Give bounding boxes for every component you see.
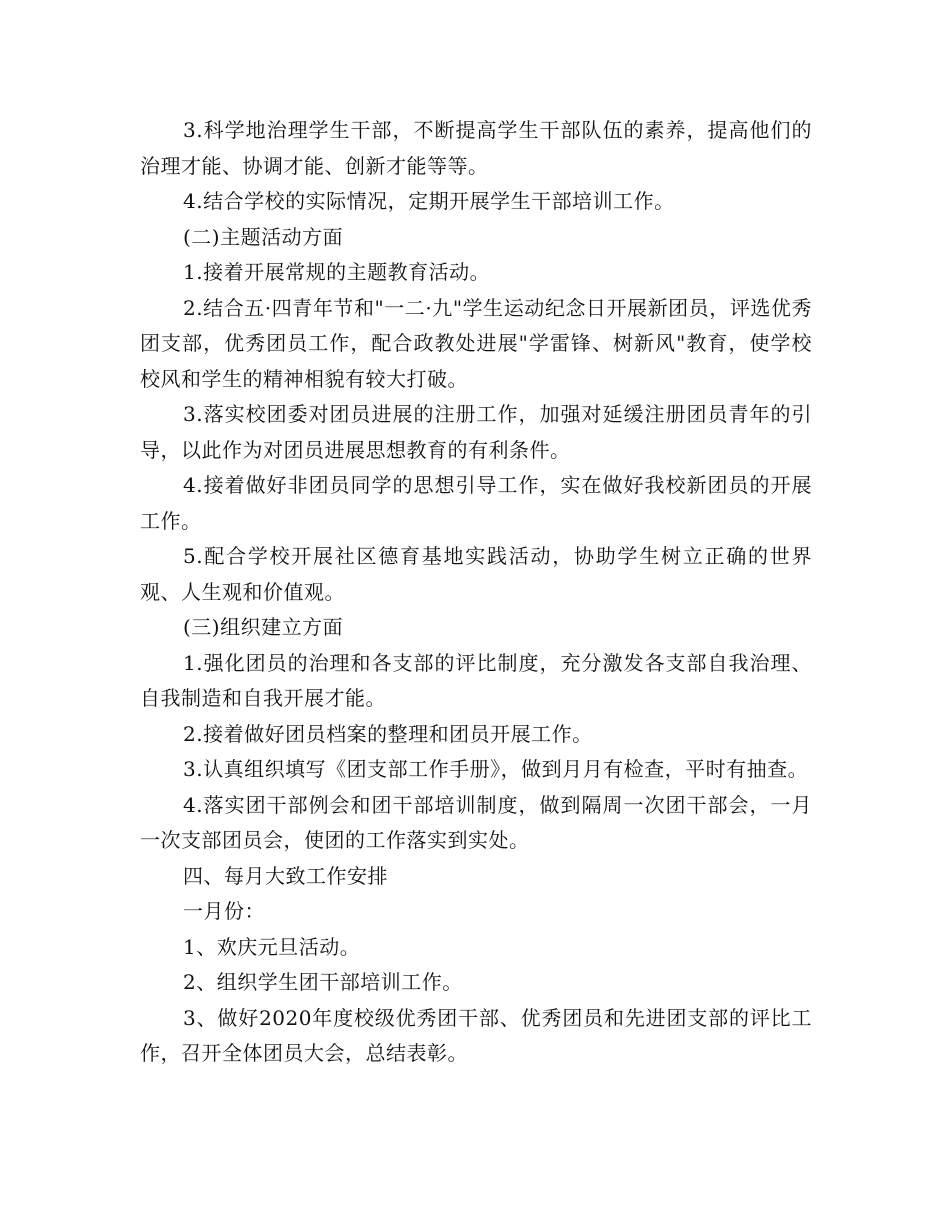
- paragraph: 3.科学地治理学生干部，不断提高学生干部队伍的素养，提高他们的治理才能、协调才能、创新才能等等。: [140, 118, 812, 178]
- list-item: 3、做好2020年度校级优秀团干部、优秀团员和先进团支部的评比工作，召开全体团员大会，总结表彰。: [140, 1005, 812, 1065]
- list-item: 1、欢庆元旦活动。: [183, 934, 361, 959]
- section-heading: (二)主题活动方面: [183, 224, 344, 249]
- paragraph: 1.强化团员的治理和各支部的评比制度，充分激发各支部自我治理、自我制造和自我开展才能。: [140, 650, 812, 710]
- paragraph: 4.接着做好非团员同学的思想引导工作，实在做好我校新团员的开展工作。: [140, 473, 812, 533]
- paragraph: 1.接着开展常规的主题教育活动。: [183, 260, 491, 284]
- paragraph: 4.结合学校的实际情况，定期开展学生干部培训工作。: [183, 189, 675, 213]
- paragraph: 5.配合学校开展社区德育基地实践活动，协助学生树立正确的世界观、人生观和价值观。: [140, 544, 812, 604]
- month-heading: 一月份：: [183, 899, 265, 923]
- paragraph: 4.落实团干部例会和团干部培训制度，做到隔周一次团干部会，一月一次支部团员会，使团的工作落实到实处。: [140, 792, 812, 852]
- paragraph: 2.结合五·四青年节和"一二·九"学生运动纪念日开展新团员，评选优秀团支部，优秀团员工作，配合政教处进展"学雷锋、树新风"教育，使学校校风和学生的精神相貌有较大打破。: [140, 295, 812, 391]
- list-item: 2、组织学生团干部培训工作。: [183, 970, 463, 994]
- paragraph: 2.接着做好团员档案的整理和团员开展工作。: [183, 721, 593, 746]
- paragraph: 3.落实校团委对团员进展的注册工作，加强对延缓注册团员青年的引导，以此作为对团员进展思想教育的有利条件。: [140, 402, 812, 462]
- section-heading: (三)组织建立方面: [183, 615, 344, 639]
- document-body: [140, 113, 812, 1072]
- paragraph: 3.认真组织填写《团支部工作手册》，做到月月有检查，平时有抽查。: [183, 757, 809, 781]
- section-heading: 四、每月大致工作安排: [183, 863, 388, 888]
